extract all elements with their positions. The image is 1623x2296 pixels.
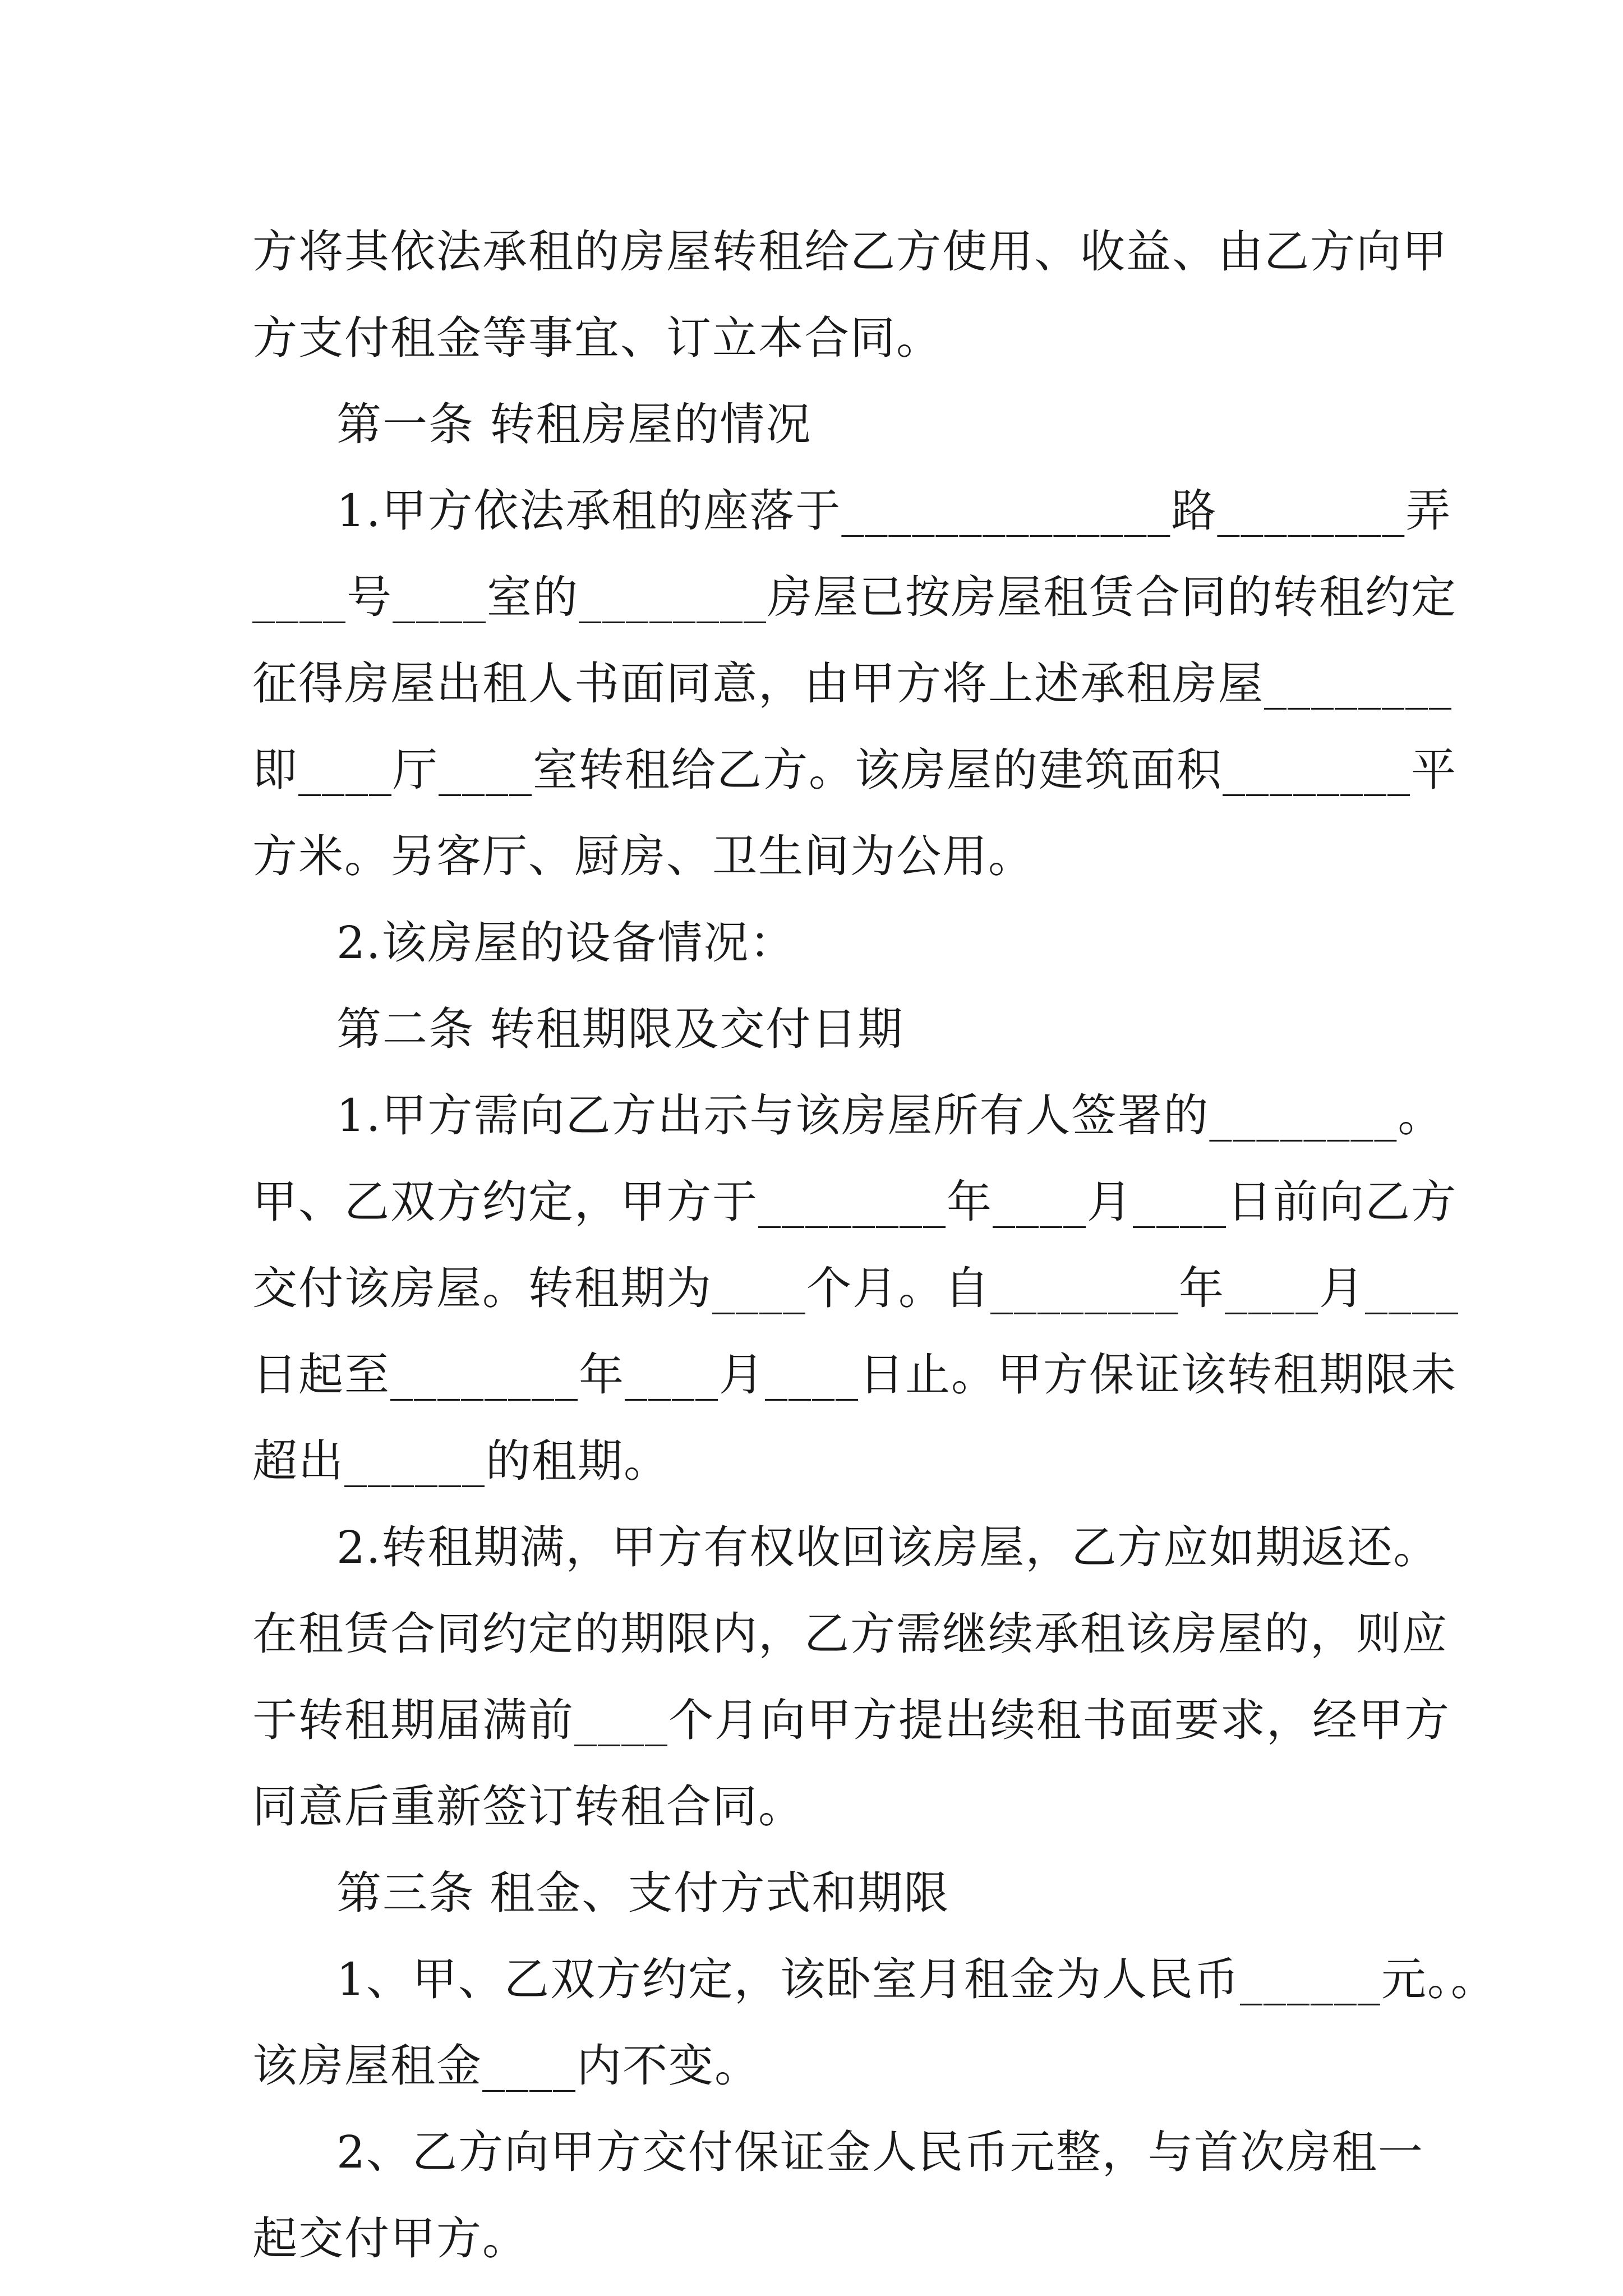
text-line: 方支付租金等事宜、订立本合同。 <box>252 312 942 364</box>
text-line: 同意后重新签订转租合同。 <box>252 1780 804 1833</box>
contract-body <box>252 209 1497 2282</box>
text-line: 1、甲、乙双方约定，该卧室月租金为人民币______元。。 <box>336 1953 1497 2005</box>
text-line: 2、乙方向甲方交付保证金人民币元整，与首次房租一 <box>336 2126 1424 2178</box>
text-line: 方将其依法承租的房屋转租给乙方使用、收益、由乙方向甲 <box>252 226 1448 278</box>
text-line: 起交付甲方。 <box>252 2212 528 2265</box>
text-line: 征得房屋出租人书面同意，由甲方将上述承租房屋________ <box>252 657 1453 710</box>
text-line: 甲、乙双方约定，甲方于________年____月____日前向乙方 <box>252 1176 1457 1228</box>
text-line: 1.甲方需向乙方出示与该房屋所有人签署的________。 <box>336 1089 1444 1142</box>
article-heading: 第三条 租金、支付方式和期限 <box>336 1867 950 1919</box>
text-line: 2.该房屋的设备情况： <box>336 917 796 969</box>
text-line: ____号____室的________房屋已按房屋租赁合同的转租约定 <box>252 571 1457 623</box>
text-line: 即____厅____室转租给乙方。该房屋的建筑面积________平 <box>252 744 1457 796</box>
text-line: 交付该房屋。转租期为____个月。自________年____月____ <box>252 1262 1459 1314</box>
text-line: 超出______的租期。 <box>252 1435 670 1487</box>
text-line: 在租赁合同约定的期限内，乙方需继续承租该房屋的，则应 <box>252 1608 1448 1660</box>
text-line: 日起至________年____月____日止。甲方保证该转租期限未 <box>252 1349 1457 1401</box>
text-line: 方米。另客厅、厨房、卫生间为公用。 <box>252 830 1034 882</box>
article-heading: 第一条 转租房屋的情况 <box>336 398 812 450</box>
text-line: 2.转租期满，甲方有权收回该房屋，乙方应如期返还。 <box>336 1521 1440 1573</box>
article-heading: 第二条 转租期限及交付日期 <box>336 1003 904 1055</box>
text-line: 于转租期届满前____个月向甲方提出续租书面要求，经甲方 <box>252 1694 1450 1746</box>
text-line: 1.甲方依法承租的座落于______________路________弄 <box>336 485 1452 537</box>
text-line: 该房屋租金____内不变。 <box>252 2040 760 2092</box>
